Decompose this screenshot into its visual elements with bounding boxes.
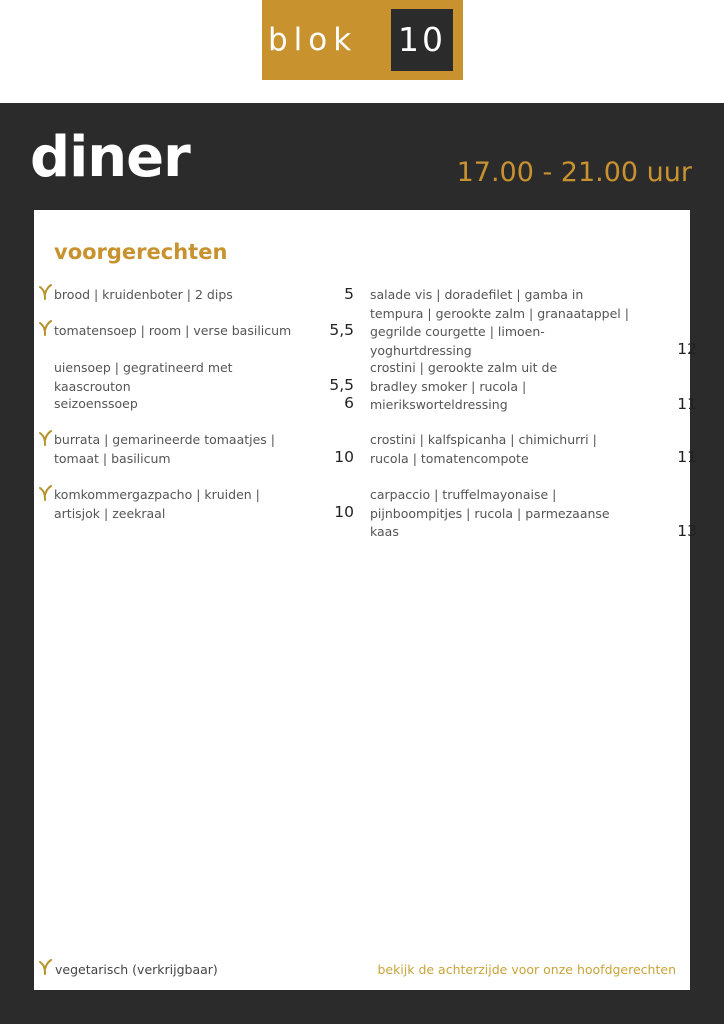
menu-item — [370, 431, 697, 468]
menu-item — [54, 486, 354, 523]
item-description: salade vis | doradefilet | gamba in tempura | gerookte zalm | granaatappel | gegrilde courgette | limoen-yoghurtdressing — [370, 287, 629, 358]
sprout-icon — [38, 485, 52, 501]
item-price: 6 — [344, 393, 354, 412]
menu-item — [370, 286, 697, 360]
item-price: 13 — [677, 521, 697, 540]
item-description: seizoenssoep — [54, 396, 138, 411]
item-price: 5,5 — [329, 376, 354, 394]
item-description: komkommergazpacho | kruiden | artisjok | zeekraal — [54, 487, 260, 521]
item-description: brood | kruidenboter | 2 dips — [54, 287, 233, 302]
item-price: 10 — [334, 448, 354, 466]
sprout-icon — [38, 320, 52, 336]
section-heading-voorgerechten: voorgerechten — [54, 240, 228, 264]
logo-word: blok — [268, 22, 358, 58]
item-price: 5,5 — [329, 320, 354, 339]
item-price: 12 — [677, 340, 697, 358]
menu-item — [54, 359, 354, 396]
sprout-icon — [38, 284, 52, 300]
item-description: crostini | kalfspicanha | chimichurri | rucola | tomatencompote — [370, 432, 597, 466]
menu-item — [370, 486, 697, 542]
item-description: crostini | gerookte zalm uit de bradley smoker | rucola | mieriksworteldressing — [370, 360, 558, 412]
item-price: 5 — [344, 284, 354, 303]
menu-item — [54, 286, 354, 305]
brand-logo — [262, 0, 463, 80]
item-price: 11 — [677, 394, 697, 413]
item-description: uiensoep | gegratineerd met kaascrouton — [54, 360, 233, 394]
page-title: diner — [30, 125, 190, 190]
menu-item — [54, 395, 354, 414]
menu-item — [54, 431, 354, 468]
logo-number: 10 — [391, 9, 453, 71]
item-description: burrata | gemarineerde tomaatjes | tomaat | basilicum — [54, 432, 275, 466]
opening-hours: 17.00 - 21.00 uur — [456, 157, 692, 188]
item-price: 10 — [334, 503, 354, 521]
item-description: tomatensoep | room | verse basilicum — [54, 323, 292, 338]
menu-item — [370, 359, 697, 415]
sprout-icon — [38, 430, 52, 446]
menu-item — [54, 322, 354, 341]
back-side-note: bekijk de achterzijde voor onze hoofdgerechten — [377, 962, 676, 977]
sprout-icon — [38, 959, 52, 975]
vegetarian-legend: vegetarisch (verkrijgbaar) — [55, 962, 218, 977]
item-description: carpaccio | truffelmayonaise | pijnboompitjes | rucola | parmezaanse kaas — [370, 487, 610, 539]
menu-card — [34, 210, 697, 990]
item-price: 11 — [677, 448, 697, 466]
